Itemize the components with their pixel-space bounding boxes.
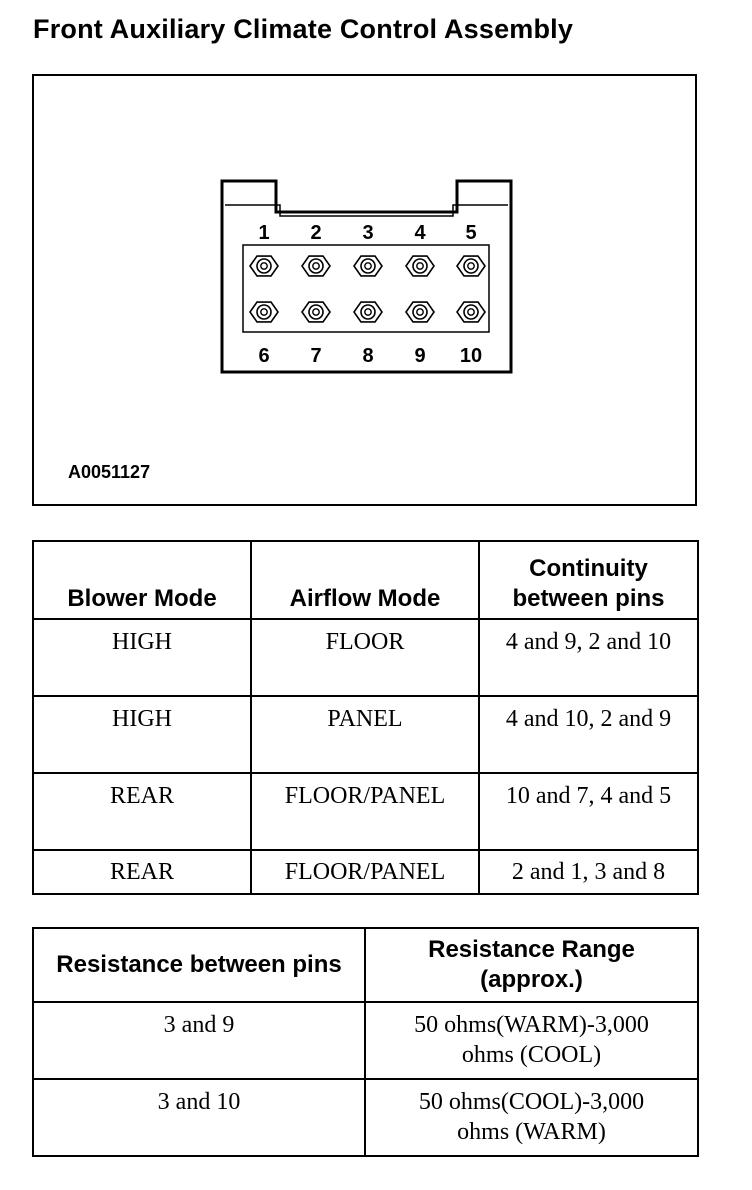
pin-terminal-10 (457, 302, 485, 322)
cell-blower: HIGH (33, 619, 251, 696)
pin-terminal-4 (406, 256, 434, 276)
cell-blower: REAR (33, 773, 251, 850)
header-resistance-range: Resistance Range (approx.) (365, 928, 698, 1002)
connector-diagram (34, 76, 695, 504)
pin-label-2: 2 (310, 222, 322, 244)
pin-terminal-1 (250, 256, 278, 276)
header-blower-mode: Blower Mode (33, 541, 251, 619)
header-continuity (479, 541, 698, 619)
pin-label-8: 8 (362, 345, 374, 367)
cell-resistance-pins: 3 and 10 (33, 1079, 365, 1156)
pin-label-5: 5 (465, 222, 477, 244)
pin-terminal-6 (250, 302, 278, 322)
table-header-row (33, 541, 698, 619)
pin-label-4: 4 (414, 222, 426, 244)
table-row (33, 1002, 698, 1079)
cell-blower: HIGH (33, 696, 251, 773)
resistance-table (32, 927, 699, 1157)
pin-label-10: 10 (459, 345, 483, 367)
cell-continuity: 4 and 9, 2 and 10 (479, 619, 698, 696)
cell-airflow: FLOOR/PANEL (251, 773, 479, 850)
pin-label-7: 7 (310, 345, 322, 367)
table-header-row (33, 928, 698, 1002)
table-row (33, 1079, 698, 1156)
cell-continuity: 10 and 7, 4 and 5 (479, 773, 698, 850)
table-row (33, 619, 698, 696)
table-row (33, 696, 698, 773)
header-airflow-mode: Airflow Mode (251, 541, 479, 619)
page-title: Front Auxiliary Climate Control Assembly (33, 14, 574, 44)
pin-label-1: 1 (258, 222, 270, 244)
header-resistance-pins: Resistance between pins (33, 928, 365, 1002)
figure-id: A0051127 (68, 462, 151, 482)
pin-label-3: 3 (362, 222, 374, 244)
cell-resistance-range: 50 ohms(WARM)-3,000 ohms (COOL) (365, 1002, 698, 1079)
pin-label-6: 6 (258, 345, 270, 367)
table-row (33, 773, 698, 850)
table-row (33, 850, 698, 894)
pin-label-9: 9 (414, 345, 426, 367)
cell-continuity: 2 and 1, 3 and 8 (479, 850, 698, 894)
pin-terminal-5 (457, 256, 485, 276)
cell-airflow: FLOOR/PANEL (251, 850, 479, 894)
header-continuity-line1: Continuity (529, 555, 648, 582)
header-continuity-line2: between pins (512, 585, 665, 612)
cell-airflow: FLOOR (251, 619, 479, 696)
pin-terminal-2 (302, 256, 330, 276)
continuity-table (32, 540, 699, 895)
pin-terminal-7 (302, 302, 330, 322)
cell-blower: REAR (33, 850, 251, 894)
pin-terminal-3 (354, 256, 382, 276)
cell-airflow: PANEL (251, 696, 479, 773)
pin-terminal-8 (354, 302, 382, 322)
cell-resistance-pins: 3 and 9 (33, 1002, 365, 1079)
cell-resistance-range: 50 ohms(COOL)-3,000 ohms (WARM) (365, 1079, 698, 1156)
cell-continuity: 4 and 10, 2 and 9 (479, 696, 698, 773)
pin-terminal-9 (406, 302, 434, 322)
connector-figure (32, 74, 697, 506)
